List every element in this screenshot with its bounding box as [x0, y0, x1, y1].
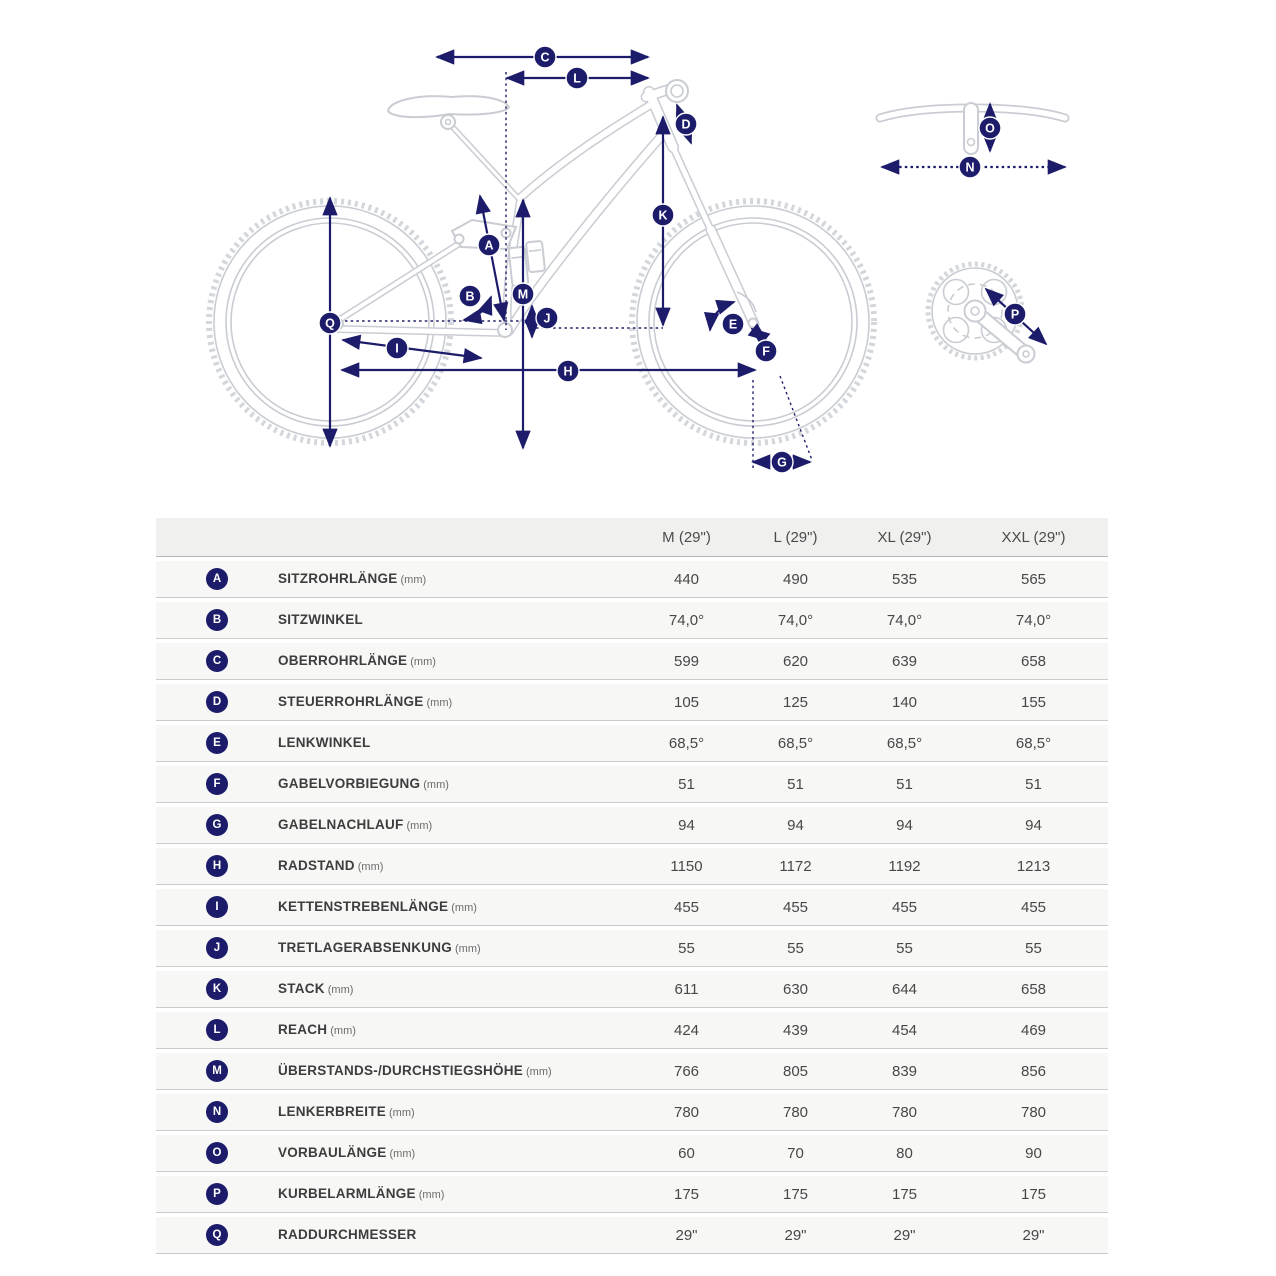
- row-value-xxl: 68,5°: [1015, 734, 1052, 752]
- row-value-xl: 55: [896, 939, 913, 957]
- table-row: [156, 1176, 1108, 1213]
- row-value-l: 125: [782, 693, 809, 711]
- svg-text:J: J: [543, 311, 551, 326]
- row-letter-badge: I: [206, 896, 228, 918]
- row-value-m: 1150: [670, 857, 703, 875]
- row-value-m: 74,0°: [668, 611, 705, 629]
- diagram-label-o: [979, 117, 1001, 139]
- diagram-label-g: [771, 451, 793, 473]
- row-label: STEUERROHRLÄNGE: [278, 694, 424, 709]
- diagram-label-d: [675, 113, 697, 135]
- bike-line-art: [209, 80, 1065, 443]
- row-unit: (mm): [426, 697, 453, 709]
- row-value-l: 780: [782, 1103, 809, 1121]
- row-label: GABELNACHLAUF: [278, 817, 404, 832]
- table-body: [156, 561, 1108, 1254]
- row-unit: (mm): [418, 1189, 445, 1201]
- row-value-xl: 780: [891, 1103, 918, 1121]
- row-unit: (mm): [455, 943, 481, 955]
- column-header-m: M (29"): [662, 528, 711, 546]
- row-value-xxl: 658: [1020, 980, 1047, 998]
- row-value-xxl: 51: [1025, 775, 1042, 793]
- svg-text:H: H: [563, 364, 573, 379]
- svg-text:O: O: [985, 121, 995, 136]
- row-value-xl: 535: [891, 570, 918, 588]
- row-letter-badge: A: [206, 568, 228, 590]
- row-letter-badge: B: [206, 609, 228, 631]
- row-value-m: 455: [673, 898, 700, 916]
- svg-text:P: P: [1010, 307, 1020, 322]
- row-label: RADSTAND: [278, 858, 355, 873]
- row-value-m: 68,5°: [668, 734, 705, 752]
- row-unit: (mm): [357, 861, 384, 873]
- row-value-xxl: 1213: [1016, 857, 1051, 875]
- row-label: VORBAULÄNGE: [278, 1145, 387, 1160]
- row-label: KETTENSTREBENLÄNGE: [278, 899, 449, 914]
- column-header-l: L (29"): [773, 528, 818, 546]
- row-unit: (mm): [330, 1025, 356, 1037]
- svg-text:D: D: [681, 117, 691, 132]
- row-value-xxl: 74,0°: [1015, 611, 1052, 629]
- row-value-m: 105: [673, 693, 700, 711]
- row-value-m: 766: [673, 1062, 700, 1080]
- table-row: [156, 643, 1108, 680]
- svg-text:I: I: [395, 341, 399, 356]
- row-unit: (mm): [327, 984, 354, 996]
- row-value-l: 55: [787, 939, 804, 957]
- row-letter-badge: D: [206, 691, 228, 713]
- row-letter-badge: M: [206, 1060, 228, 1082]
- row-value-m: 611: [674, 980, 699, 998]
- column-header-xl: XL (29"): [877, 528, 932, 546]
- table-row: [156, 1012, 1108, 1049]
- row-value-xl: 94: [896, 816, 913, 834]
- handlebar-front-view: [880, 108, 1065, 147]
- table-row: [156, 848, 1108, 885]
- svg-text:L: L: [573, 71, 581, 86]
- table-row: [156, 1135, 1108, 1172]
- row-value-xxl: 469: [1020, 1021, 1047, 1039]
- row-value-m: 440: [673, 570, 700, 588]
- row-letter-badge: N: [206, 1101, 228, 1123]
- table-row: [156, 807, 1108, 844]
- row-letter-badge: Q: [206, 1224, 228, 1246]
- row-value-xl: 140: [891, 693, 918, 711]
- row-label: LENKERBREITE: [278, 1104, 387, 1119]
- row-value-xxl: 90: [1025, 1144, 1042, 1162]
- svg-text:F: F: [762, 344, 770, 359]
- diagram-label-a: [478, 234, 500, 256]
- row-label: KURBELARMLÄNGE: [278, 1186, 416, 1201]
- row-value-l: 70: [787, 1144, 804, 1162]
- row-value-xl: 175: [891, 1185, 918, 1203]
- row-letter-badge: L: [206, 1019, 228, 1041]
- diagram-label-f: [755, 340, 777, 362]
- svg-text:B: B: [465, 289, 475, 304]
- row-label: SITZWINKEL: [278, 612, 363, 627]
- table-row: [156, 889, 1108, 926]
- diagram-label-h: [557, 360, 579, 382]
- row-value-xxl: 94: [1025, 816, 1042, 834]
- row-label: LENKWINKEL: [278, 735, 371, 750]
- row-value-xxl: 155: [1020, 693, 1047, 711]
- row-label: STACK: [278, 981, 325, 996]
- row-value-l: 805: [782, 1062, 809, 1080]
- column-header-xxl: XXL (29"): [1001, 528, 1066, 546]
- row-value-xxl: 780: [1020, 1103, 1047, 1121]
- table-row: [156, 602, 1108, 639]
- row-value-xl: 74,0°: [886, 611, 923, 629]
- diagram-label-k: [652, 204, 674, 226]
- row-value-xxl: 29": [1022, 1226, 1045, 1244]
- row-letter-badge: J: [206, 937, 228, 959]
- row-label: TRETLAGERABSENKUNG: [278, 940, 453, 955]
- row-label: ÜBERSTANDS-/DURCHSTIEGSHÖHE: [278, 1063, 524, 1078]
- row-unit: (mm): [423, 779, 449, 791]
- row-value-l: 94: [787, 816, 804, 834]
- table-row: [156, 1217, 1108, 1254]
- svg-text:E: E: [728, 317, 738, 332]
- row-value-xl: 29": [893, 1226, 916, 1244]
- diagram-label-l: [566, 67, 588, 89]
- row-value-m: 175: [673, 1185, 700, 1203]
- table-header: [156, 518, 1108, 557]
- row-value-l: 29": [784, 1226, 807, 1244]
- row-value-l: 439: [782, 1021, 809, 1039]
- row-unit: (mm): [389, 1107, 415, 1119]
- svg-text:G: G: [777, 455, 787, 470]
- handlebar-grip: [666, 80, 688, 102]
- row-value-xl: 839: [891, 1062, 918, 1080]
- svg-text:Q: Q: [325, 316, 335, 331]
- row-value-m: 55: [678, 939, 695, 957]
- row-value-xl: 1192: [888, 857, 921, 875]
- row-unit: (mm): [389, 1148, 416, 1160]
- row-value-xxl: 565: [1020, 570, 1047, 588]
- table-row: [156, 766, 1108, 803]
- table-row: [156, 684, 1108, 721]
- row-letter-badge: F: [206, 773, 228, 795]
- saddle: [388, 96, 509, 129]
- row-letter-badge: O: [206, 1142, 228, 1164]
- diagram-label-m: [512, 283, 534, 305]
- row-value-xxl: 658: [1020, 652, 1047, 670]
- svg-text:A: A: [484, 238, 494, 253]
- row-value-l: 620: [782, 652, 809, 670]
- svg-text:C: C: [540, 50, 550, 65]
- diagram-label-e: [722, 313, 744, 335]
- diagram-label-q: [319, 312, 341, 334]
- row-value-xxl: 175: [1020, 1185, 1047, 1203]
- row-value-xxl: 856: [1020, 1062, 1047, 1080]
- row-value-m: 51: [678, 775, 695, 793]
- row-value-l: 630: [782, 980, 809, 998]
- row-value-xl: 644: [891, 980, 918, 998]
- diagram-label-b: [459, 285, 481, 307]
- svg-text:K: K: [658, 208, 668, 223]
- row-unit: (mm): [451, 902, 477, 914]
- row-value-m: 60: [678, 1144, 695, 1162]
- row-value-l: 455: [782, 898, 809, 916]
- row-unit: (mm): [400, 574, 427, 586]
- table-row: [156, 725, 1108, 762]
- row-letter-badge: E: [206, 732, 228, 754]
- row-unit: (mm): [526, 1066, 552, 1078]
- svg-text:N: N: [965, 160, 975, 175]
- row-value-xl: 454: [891, 1021, 918, 1039]
- row-value-xxl: 55: [1025, 939, 1042, 957]
- row-label: SITZROHRLÄNGE: [278, 571, 398, 586]
- diagram-label-n: [959, 156, 981, 178]
- row-value-l: 1172: [779, 857, 812, 875]
- row-value-m: 29": [675, 1226, 698, 1244]
- row-unit: (mm): [406, 820, 433, 832]
- svg-text:M: M: [517, 287, 529, 302]
- row-value-l: 74,0°: [777, 611, 814, 629]
- row-letter-badge: C: [206, 650, 228, 672]
- row-value-l: 490: [782, 570, 809, 588]
- table-row: [156, 1053, 1108, 1090]
- diagram-label-c: [534, 46, 556, 68]
- row-letter-badge: P: [206, 1183, 228, 1205]
- row-letter-badge: H: [206, 855, 228, 877]
- row-value-xl: 80: [896, 1144, 913, 1162]
- table-row: [156, 930, 1108, 967]
- row-label: REACH: [278, 1022, 328, 1037]
- row-value-m: 599: [673, 652, 700, 670]
- row-unit: (mm): [410, 656, 436, 668]
- row-value-m: 94: [678, 816, 695, 834]
- diagram-label-i: [386, 337, 408, 359]
- table-row: [156, 561, 1108, 598]
- row-value-xl: 639: [891, 652, 918, 670]
- row-value-l: 175: [782, 1185, 809, 1203]
- row-value-xxl: 455: [1020, 898, 1047, 916]
- row-value-l: 51: [787, 775, 804, 793]
- table-row: [156, 971, 1108, 1008]
- row-label: RADDURCHMESSER: [278, 1227, 417, 1242]
- row-value-xl: 68,5°: [886, 734, 923, 752]
- row-value-l: 68,5°: [777, 734, 814, 752]
- bike-geometry-diagram: [0, 0, 1276, 510]
- row-label: GABELVORBIEGUNG: [278, 776, 421, 791]
- row-value-m: 424: [673, 1021, 700, 1039]
- diagram-label-j: [536, 307, 558, 329]
- row-value-xl: 455: [891, 898, 918, 916]
- row-letter-badge: G: [206, 814, 228, 836]
- row-letter-badge: K: [206, 978, 228, 1000]
- row-value-xl: 51: [896, 775, 913, 793]
- diagram-label-p: [1004, 303, 1026, 325]
- row-value-m: 780: [673, 1103, 700, 1121]
- geometry-table: [156, 518, 1108, 1258]
- table-row: [156, 1094, 1108, 1131]
- row-label: OBERROHRLÄNGE: [278, 653, 408, 668]
